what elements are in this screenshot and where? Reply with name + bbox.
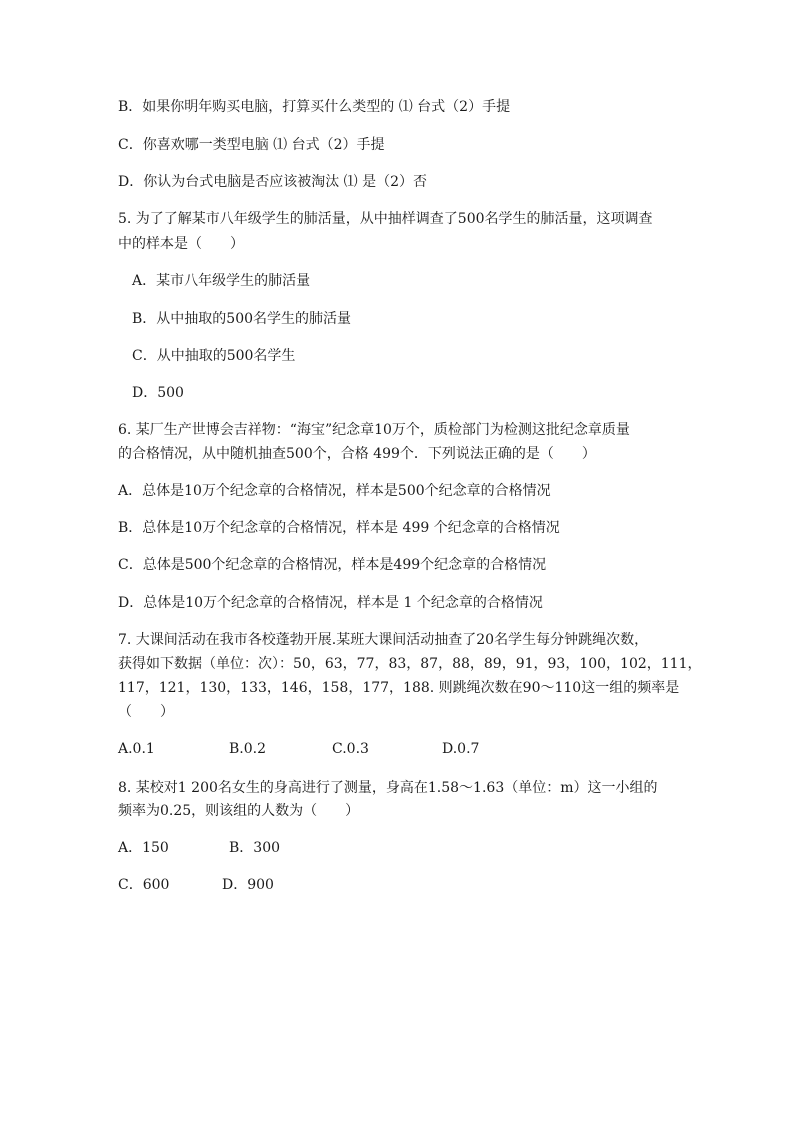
q7-stem-line3: 117，121，130，133，146，158，177，188. 则跳绳次数在90～110这一组的频率是 xyxy=(118,680,680,696)
q5-stem-line1: 5. 为了了解某市八年级学生的肺活量，从中抽样调查了500名学生的肺活量，这项调查 xyxy=(118,211,653,227)
q7-option-d: D.0.7 xyxy=(442,741,480,757)
q6-option-c: C．总体是500个纪念章的合格情况，样本是499个纪念章的合格情况 xyxy=(118,557,547,573)
q5-option-b: B．从中抽取的500名学生的肺活量 xyxy=(132,311,352,327)
q4-option-d: D．你认为台式电脑是否应该被淘汰 ⑴ 是（2）否 xyxy=(118,174,428,190)
q6-stem-line2: 的合格情况，从中随机抽查500个，合格 499个．下列说法正确的是（ ） xyxy=(118,446,596,462)
q6-option-b: B．总体是10万个纪念章的合格情况，样本是 499 个纪念章的合格情况 xyxy=(118,520,560,536)
q7-option-a: A.0.1 xyxy=(118,741,155,757)
q5-stem-line2: 中的样本是（ ） xyxy=(118,236,244,252)
q8-option-c: C．600 xyxy=(118,877,170,893)
q8-option-b: B．300 xyxy=(229,840,281,856)
q4-option-c: C．你喜欢哪一类型电脑 ⑴ 台式（2）手提 xyxy=(118,137,385,153)
q7-option-c: C.0.3 xyxy=(332,741,369,757)
q7-stem-line1: 7. 大课间活动在我市各校蓬勃开展.某班大课间活动抽查了20名学生每分钟跳绳次数， xyxy=(118,632,649,648)
q4-option-b: B．如果你明年购买电脑，打算买什么类型的 ⑴ 台式（2）手提 xyxy=(118,99,511,115)
q6-stem-line1: 6. 某厂生产世博会吉祥物：“海宝”纪念章10万个，质检部门为检测这批纪念章质量 xyxy=(118,422,630,438)
q8-option-a: A．150 xyxy=(118,840,169,856)
q6-option-a: A．总体是10万个纪念章的合格情况，样本是500个纪念章的合格情况 xyxy=(118,483,551,499)
q8-stem-line1: 8. 某校对1 200名女生的身高进行了测量，身高在1.58～1.63（单位：m）这一小组的 xyxy=(118,780,658,796)
q8-option-d: D．900 xyxy=(222,877,274,893)
q8-stem-line2: 频率为0.25，则该组的人数为（ ） xyxy=(118,803,360,819)
q7-stem-line4: （ ） xyxy=(118,704,174,720)
q5-option-c: C．从中抽取的500名学生 xyxy=(132,348,296,364)
q6-option-d: D．总体是10万个纪念章的合格情况，样本是 1 个纪念章的合格情况 xyxy=(118,595,543,611)
q7-option-b: B.0.2 xyxy=(229,741,267,757)
q7-stem-line2: 获得如下数据（单位：次）：50，63，77，83，87，88，89，91，93，100，102，111， xyxy=(118,656,702,672)
q5-option-a: A．某市八年级学生的肺活量 xyxy=(132,273,311,289)
q5-option-d: D．500 xyxy=(132,385,184,401)
